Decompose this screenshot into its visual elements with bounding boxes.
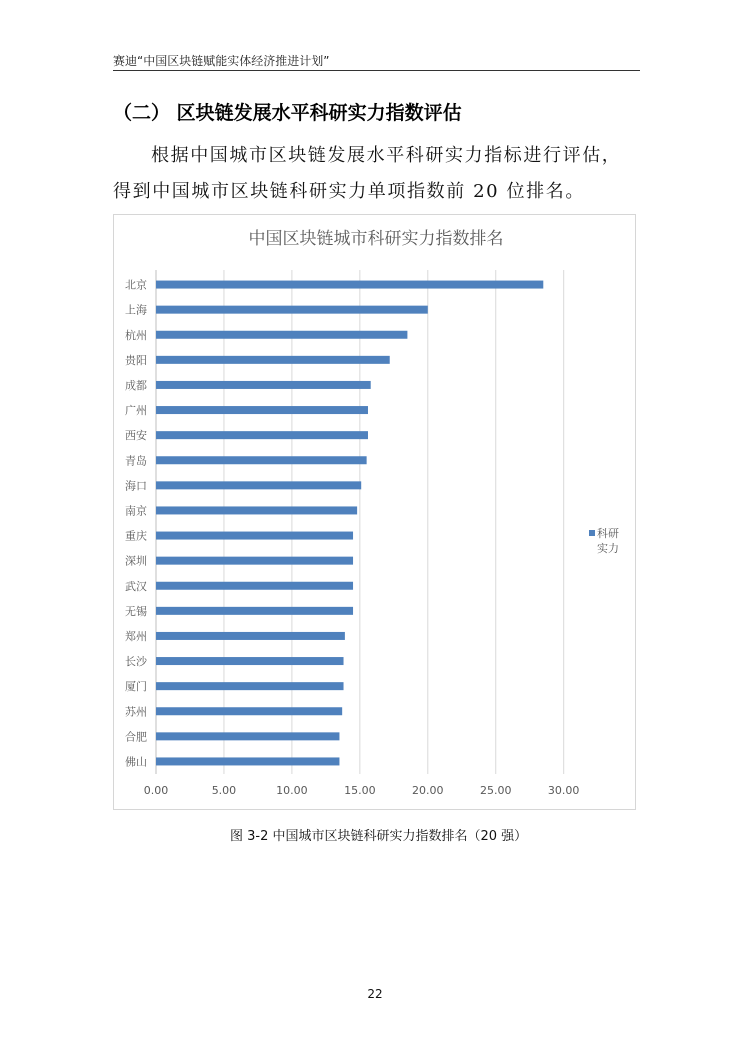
category-label: 海口: [125, 479, 147, 493]
category-label: 上海: [125, 303, 147, 317]
category-label: 郑州: [125, 629, 147, 643]
bar: [156, 406, 368, 414]
bar: [156, 306, 428, 314]
bar: [156, 532, 353, 540]
x-tick-label: 25.00: [479, 784, 512, 797]
body-paragraph: [113, 138, 643, 210]
category-label: 厦门: [125, 680, 147, 694]
legend-label-line1: 科研: [597, 527, 619, 540]
category-label: 长沙: [125, 655, 147, 669]
bar: [156, 682, 344, 690]
bar: [156, 281, 543, 289]
category-label: 广州: [125, 404, 147, 418]
category-label: 深圳: [125, 554, 147, 568]
header-rule: [113, 70, 640, 71]
bar: [156, 356, 390, 364]
category-label: 合肥: [125, 730, 147, 744]
chart-title: 中国区块链城市科研实力指数排名: [248, 229, 504, 249]
paragraph-line-1: 根据中国城市区块链发展水平科研实力指标进行评估，: [151, 145, 622, 166]
bar: [156, 557, 353, 565]
x-tick-label: 5.00: [211, 784, 237, 797]
category-label: 苏州: [125, 705, 147, 719]
bar: [156, 506, 357, 514]
bar: [156, 732, 339, 740]
x-tick-label: 10.00: [276, 784, 308, 797]
category-label: 武汉: [125, 579, 147, 593]
legend-swatch: [589, 530, 595, 536]
category-label: 西安: [125, 429, 147, 443]
category-label: 杭州: [125, 328, 147, 342]
legend-label-line2: 实力: [597, 542, 619, 555]
category-label: 南京: [125, 504, 147, 518]
bar: [156, 481, 361, 489]
bar: [156, 607, 353, 615]
category-label: 佛山: [125, 755, 147, 769]
bar: [156, 331, 407, 339]
bar: [156, 657, 344, 665]
figure-caption: 图 3-2 中国城市区块链科研实力指数排名（20 强）: [230, 829, 528, 844]
bar: [156, 381, 371, 389]
bar: [156, 456, 367, 464]
x-tick-label: 30.00: [547, 784, 580, 797]
category-label: 青岛: [125, 454, 147, 468]
category-label: 北京: [125, 278, 147, 292]
page-number: 22: [367, 987, 383, 1001]
category-label: 成都: [125, 378, 147, 392]
bar: [156, 582, 353, 590]
x-tick-label: 0.00: [143, 784, 169, 797]
x-tick-label: 20.00: [412, 784, 444, 797]
running-header: 赛迪“中国区块链赋能实体经济推进计划”: [113, 54, 330, 68]
category-label: 贵阳: [125, 353, 147, 367]
category-label: 无锡: [125, 604, 147, 618]
bar-chart: [114, 215, 635, 809]
section-heading: （二） 区块链发展水平科研实力指数评估: [113, 102, 462, 124]
paragraph-line-2: 得到中国城市区块链科研实力单项指数前 20 位排名。: [113, 181, 585, 202]
bar: [156, 632, 345, 640]
x-tick-label: 15.00: [344, 784, 376, 797]
bar: [156, 431, 368, 439]
bar: [156, 707, 342, 715]
category-label: 重庆: [125, 529, 147, 543]
chart-frame: [113, 214, 636, 810]
bar: [156, 757, 339, 765]
